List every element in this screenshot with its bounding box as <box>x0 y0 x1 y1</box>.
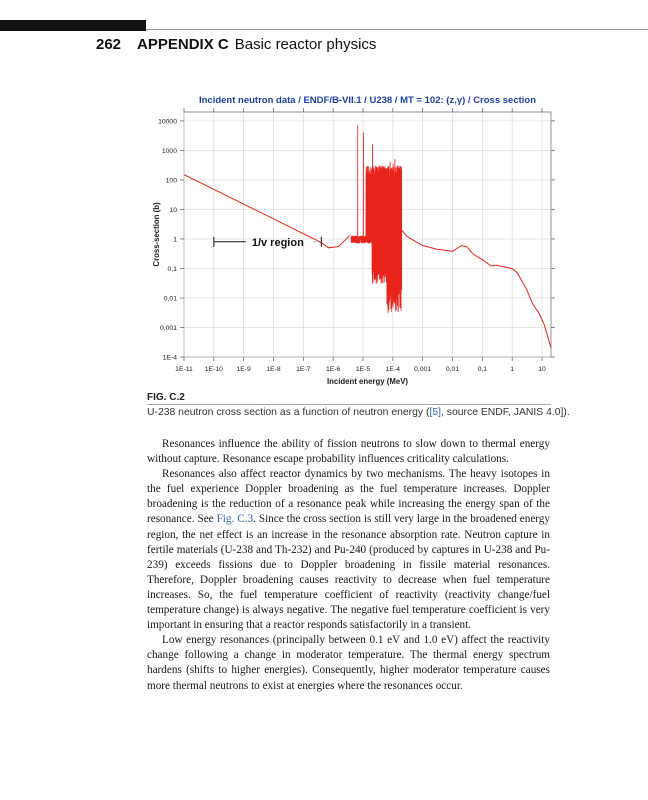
paragraph-text: . Since the cross section is still very large in the broadened energy region, the net effect is an increase in the resonance absorption rate. Neutron capture in fertile materials (U-238 and Th-232) and Pu-240 (produced by captures in U-238 and Pu-239) exceeds fissions due to Doppler broadening in fissile material resonances. Therefore, Doppler broadening causes reactivity to decrease when fuel temperature increases. So, the fuel temperature coefficient of reactivity (reactivity change/fuel temperature change) is always negative. The negative fuel temperature coefficient is very important in ensuring that a reactor responds satisfactorily in a transient. <box>147 513 550 632</box>
figure-label: FIG. C.2 <box>147 392 185 403</box>
paragraph: Resonances influence the ability of fission neutrons to slow down to thermal energy without capture. Resonance escape probability influences criticality calculations. <box>147 438 550 466</box>
x-tick-label: 1E-5 <box>355 366 371 373</box>
paragraph-text: Resonances also affect reactor dynamics by two mechanisms. The heavy isotopes in the fuel experience Doppler broadening as the fuel temperature increases. Doppler broadening is the reduction of a resonance peak while increasing the energy span of the resonance. See <box>147 468 550 526</box>
chapter-title: Basic reactor physics <box>234 36 377 53</box>
y-tick-label: 100 <box>165 177 177 185</box>
x-tick-label: 10 <box>538 366 546 373</box>
chart-title: Incident neutron data / ENDF/B-VII.1 / U238 / MT = 102: (z,γ) / Cross section <box>198 95 537 106</box>
x-tick-label: 0,001 <box>414 366 432 373</box>
annotation-label: 1/v region <box>251 236 304 249</box>
x-tick-label: 1E-7 <box>296 366 311 373</box>
x-tick-label: 1E-4 <box>385 366 401 373</box>
y-tick-label: 0,1 <box>167 265 177 273</box>
caption-ref-link[interactable]: [5] <box>429 407 442 418</box>
paragraph <box>147 467 550 633</box>
x-tick-label: 1E-8 <box>266 366 281 373</box>
figure-cross-section-chart <box>96 86 566 386</box>
y-tick-label: 1E-4 <box>162 354 177 362</box>
y-axis-label: Cross-section (b) <box>152 202 161 267</box>
y-tick-label: 1 <box>173 236 177 244</box>
y-tick-label: 10000 <box>158 118 177 126</box>
caption-text: U-238 neutron cross section as a function of neutron energy ( <box>147 407 430 418</box>
running-head <box>96 36 376 53</box>
x-tick-label: 1E-11 <box>175 366 193 373</box>
chart-svg <box>96 86 566 386</box>
figure-caption <box>147 407 570 418</box>
x-tick-label: 1 <box>510 366 515 373</box>
y-tick-label: 1000 <box>161 147 177 155</box>
caption-text-end: , source ENDF, JANIS 4.0]). <box>441 407 570 418</box>
x-tick-label: 1E-6 <box>325 366 341 373</box>
paragraph: Low energy resonances (principally between 0.1 eV and 1.0 eV) affect the reactivity change following a change in moderator temperature. The thermal energy spectrum hardens (shifts to higher energies). Consequently, higher moderator temperature causes more thermal neutrons to exist at energies where the resonances occur. <box>147 634 550 692</box>
x-axis-label: Incident energy (MeV) <box>326 377 409 386</box>
header-thin-rule <box>146 29 648 30</box>
x-tick-label: 0,01 <box>445 366 460 373</box>
caption-rule <box>147 404 551 405</box>
figure-ref-link[interactable]: Fig. C.3 <box>216 513 254 526</box>
y-tick-label: 10 <box>169 206 177 214</box>
page-top-rule <box>0 20 648 31</box>
header-black-bar <box>0 20 146 31</box>
x-tick-label: 1E-10 <box>204 366 223 373</box>
x-tick-label: 0,1 <box>477 366 488 373</box>
appendix-label: APPENDIX C <box>137 36 229 53</box>
x-tick-label: 1E-9 <box>236 366 251 373</box>
body-text <box>147 437 550 694</box>
y-tick-label: 0,001 <box>159 324 177 332</box>
y-tick-label: 0,01 <box>163 295 177 303</box>
page-number: 262 <box>96 36 122 53</box>
